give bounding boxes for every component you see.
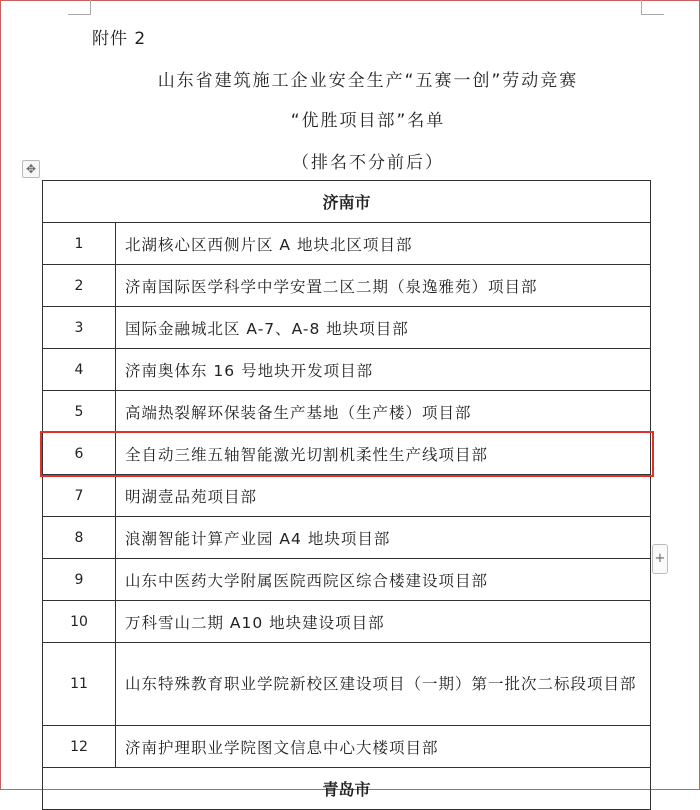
table-row (43, 223, 651, 265)
project-name: 济南国际医学科学中学安置二区二期（泉逸雅苑）项目部 (116, 265, 651, 307)
project-name: 浪潮智能计算产业园 A4 地块项目部 (116, 517, 651, 559)
row-number: 7 (43, 475, 116, 517)
row-number: 11 (43, 643, 116, 726)
project-name: 济南奥体东 16 号地块开发项目部 (116, 349, 651, 391)
table-row (43, 559, 651, 601)
table-row (43, 349, 651, 391)
project-name: 山东特殊教育职业学院新校区建设项目（一期）第一批次二标段项目部 (116, 643, 651, 726)
row-number: 2 (43, 265, 116, 307)
margin-corner-mark (641, 0, 664, 15)
row-number: 6 (43, 433, 116, 475)
plus-icon[interactable]: + (652, 544, 668, 574)
project-name: 全自动三维五轴智能激光切割机柔性生产线项目部 (116, 433, 651, 475)
project-name: 万科雪山二期 A10 地块建设项目部 (116, 601, 651, 643)
project-name: 济南护理职业学院图文信息中心大楼项目部 (116, 726, 651, 768)
table-row (43, 643, 651, 726)
project-name: 明湖壹品苑项目部 (116, 475, 651, 517)
row-number: 4 (43, 349, 116, 391)
table-row (43, 517, 651, 559)
highlight-box (40, 431, 654, 477)
document-subtitle: （排名不分前后） (292, 153, 444, 173)
row-number: 3 (43, 307, 116, 349)
move-arrows-icon[interactable]: ✥ (22, 160, 40, 178)
table-row (43, 726, 651, 768)
table-row (43, 265, 651, 307)
city-header-row (43, 768, 651, 810)
table-row (43, 307, 651, 349)
attachment-label: 附件 2 (92, 29, 147, 49)
row-number: 8 (43, 517, 116, 559)
project-name: 高端热裂解环保装备生产基地（生产楼）项目部 (116, 391, 651, 433)
table-row (43, 475, 651, 517)
winners-table (42, 180, 651, 810)
row-number: 5 (43, 391, 116, 433)
row-number: 1 (43, 223, 116, 265)
project-name: 山东中医药大学附属医院西院区综合楼建设项目部 (116, 559, 651, 601)
project-name: 国际金融城北区 A-7、A-8 地块项目部 (116, 307, 651, 349)
document-title-line2: “优胜项目部”名单 (290, 111, 446, 131)
city-header-row (43, 181, 651, 223)
city-name: 济南市 (43, 181, 651, 223)
row-number: 12 (43, 726, 116, 768)
row-number: 10 (43, 601, 116, 643)
project-name: 北湖核心区西侧片区 A 地块北区项目部 (116, 223, 651, 265)
row-number: 9 (43, 559, 116, 601)
table-row (43, 391, 651, 433)
margin-corner-mark (68, 0, 91, 15)
table-row (43, 601, 651, 643)
city-name: 青岛市 (43, 768, 651, 810)
document-title: 山东省建筑施工企业安全生产“五赛一创”劳动竞赛 (157, 71, 579, 91)
